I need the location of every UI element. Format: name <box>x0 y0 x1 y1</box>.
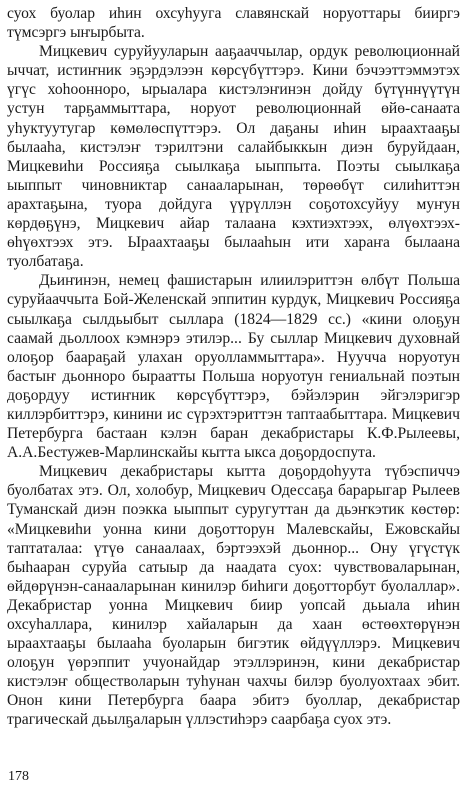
page-number: 178 <box>8 769 29 784</box>
paragraph-continuation: суох буолар иһин охсуһууга славянскай норуоттары бииргэ түмсэргэ ыҥырбыта. <box>7 5 460 42</box>
paragraph-decembrists: Мицкевич декабристары кытта доҕордоһуута түбэспиччэ буолбатах этэ. Ол, холобур, Мицкевич Одессаҕа барарыгар Рылеев Туманскай диэн поэкка ыыппыт суругуттан да дьэҥкэтик көстөр: «Мицкевиһи уонна кини доҕотторун Малевскайы, Ежовскайы таптаталаа: үтүө санаалаах, бэртээхэй дьоннор... Ону үгүстүк быһааран суруйа сатыыр да наадата суох: чувствоваларынан, өйдөрүнэн-санааларынан кинилэр биһиги доҕотторбут буолаллар». Декабристар уонна Мицкевич биир уопсай дьыала иһин охсуһаллара, кинилэр хайаларын да хаан өстөөхтөрүнэн ыраахтааҕы былааһа буоларын бигэтик өйдүүллэрэ. Мицкевич олоҕун үөрэппит учуонайдар этэллэринэн, кини декабристар кистэлэҥ обществоларын туһунан чахчы билэр буолуохтаах эбит. Онон кини Петербурга баара эбитэ буоллар, декабристар трагическай дьылҕаларын үллэстиһэрэ саарбаҕа суох этэ. <box>7 463 460 729</box>
paragraph-reception: Мицкевич суруйууларын ааҕааччылар, ордук революционнай ыччат, истиҥник эҕэрдэлээн көрсүбүттэрэ. Кини бэчээттэммэтэх үгүс хоһооннорo, ырыалара кистэлэҥинэн дойду бүтүннүүтүн устун тарҕаммыттара, норуот революционнай өйө-санаата уһуктуутугар көмөлөспүттэрэ. Ол даҕаны иһин ыраахтааҕы былааһа, кистэлэҥ тэрилтэни салайбыккын диэн буруйдаан, Мицкевиһи Россияҕа сыылкаҕа ыыппыта. Поэты сыылкаҕа ыыппыт чиновниктар санааларынан, төрөөбүт силиһиттэн арахтаҕына, туора дойдуга үүрүллэн соҕотохсуйуу муҥун көрдөҕүнэ, Мицкевич айар талаана кэхтиэхтээх, өлүөхтээх-өһүөхтээх этэ. Ыраахтааҕы былааһын ити хараҥа былаана туолбатаҕа. <box>7 43 460 271</box>
paragraph-russia-exile: Дьиҥинэн, немец фашистарын илиилэриттэн өлбүт Польша суруйааччыта Бой-Желенскай эппитин курдук, Мицкевич Россияҕа сыылкаҕа сылдьыбыт сыллара (1824—1829 сс.) «кини олоҕун саамай дьоллоох кэмнэрэ этилэр... Бу сыллар Мицкевич духовнай олоҕор баараҕай улахан оруолламмыттара». Нуучча норуотун бастыҥ дьоннорo быраатты Польша норуотун гениальнай поэтын доҕордуу истиҥник көрсүбүттэрэ, бэйэлэрин эйгэлэригэр киллэрбиттэрэ, кинини ис сүрэхтэриттэн таптаабыттара. Мицкевич Петербурга бастаан кэлэн баран декабристары К.Ф.Рылеевы, А.А.Бестужев-Марлинскайы кытта ыкса доҕордоспута. <box>7 272 460 462</box>
